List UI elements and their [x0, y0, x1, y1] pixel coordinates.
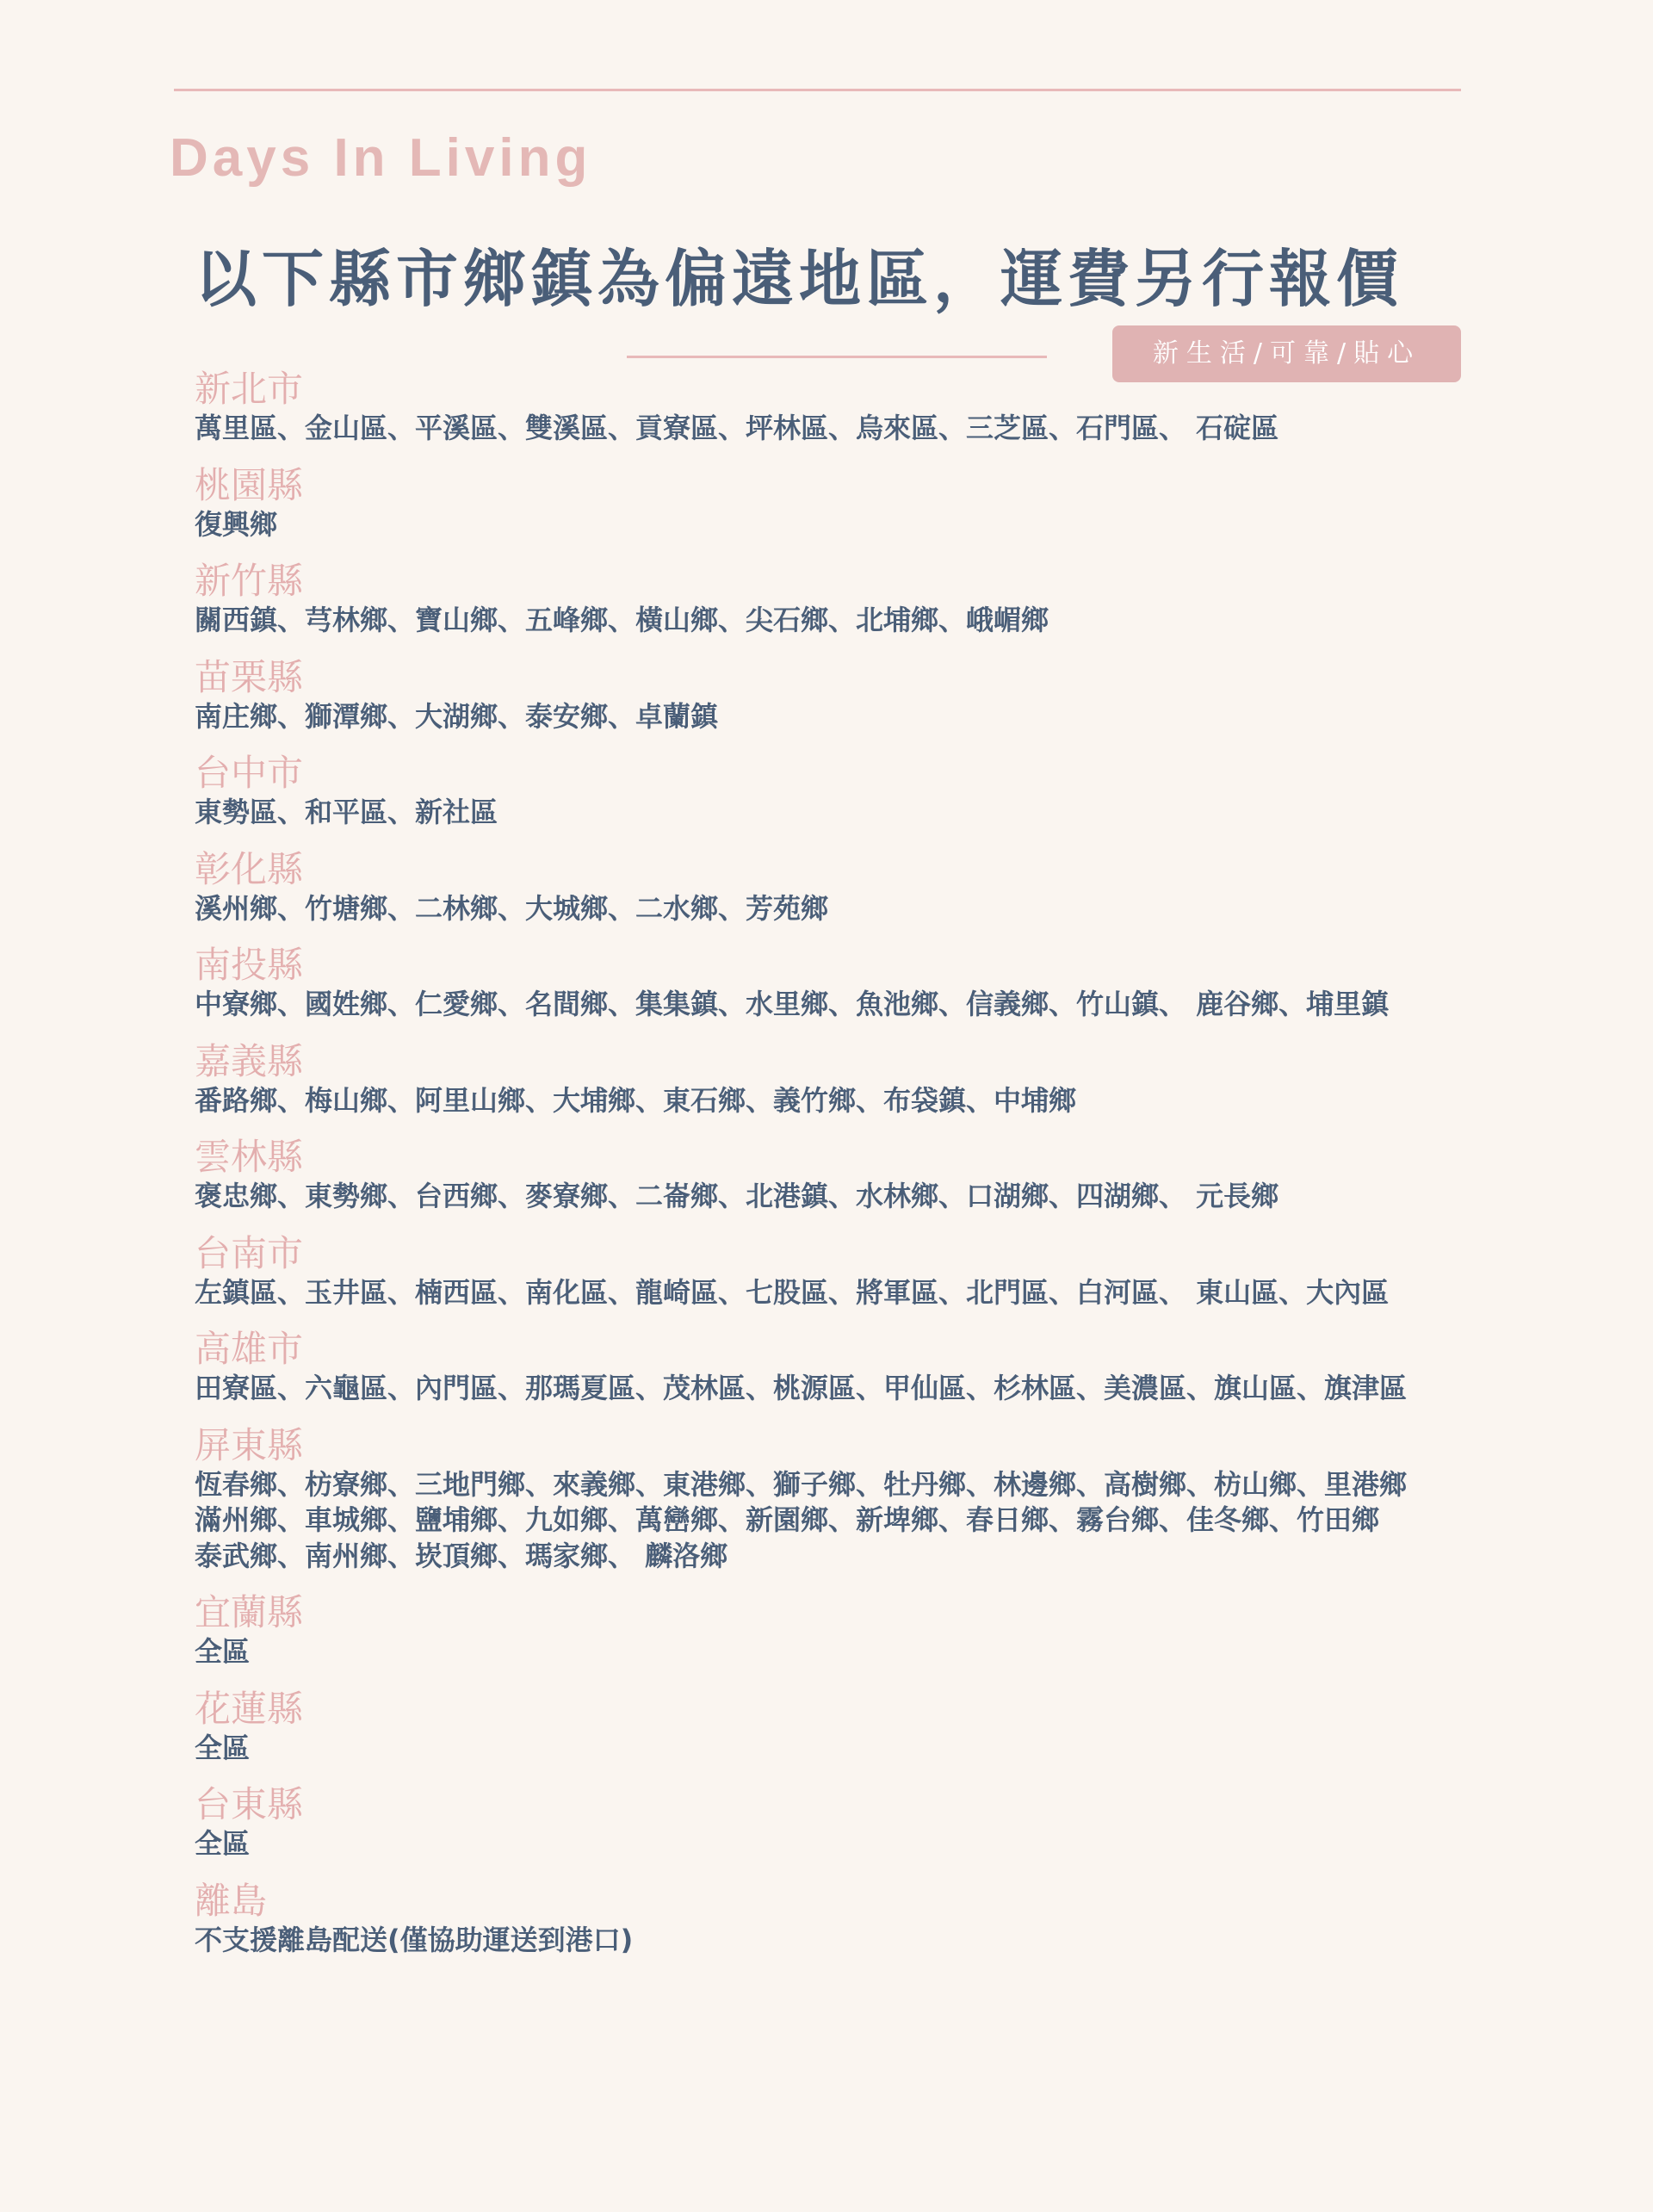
region-item	[195, 752, 1538, 831]
county-name: 高雄市	[195, 1328, 304, 1370]
region-item	[195, 1880, 1538, 1959]
region-item	[195, 1688, 1538, 1767]
region-item	[195, 464, 1538, 543]
county-name: 南投縣	[195, 944, 304, 986]
county-name: 彰化縣	[195, 847, 304, 890]
area-list: 不支援離島配送(僅協助運送到港口)	[195, 1923, 634, 1956]
tagline-badge: 新生活/可靠/貼心	[1112, 325, 1461, 382]
county-name: 離島	[195, 1879, 268, 1922]
county-name: 桃園縣	[195, 463, 304, 506]
region-item	[195, 1136, 1538, 1215]
county-name: 嘉義縣	[195, 1039, 304, 1082]
region-item	[195, 656, 1538, 735]
area-list: 左鎮區、玉井區、楠西區、南化區、龍崎區、七股區、將軍區、北門區、白河區、 東山區、大內區	[195, 1275, 1390, 1309]
county-name: 屏東縣	[195, 1423, 304, 1466]
region-item	[195, 1328, 1538, 1407]
top-divider	[174, 89, 1461, 91]
county-name: 台南市	[195, 1231, 304, 1274]
county-name: 花蓮縣	[195, 1687, 304, 1730]
county-name: 雲林縣	[195, 1136, 304, 1178]
region-item	[195, 1040, 1538, 1119]
area-list: 復興鄉	[195, 507, 278, 541]
area-list: 全區	[195, 1827, 251, 1860]
region-item	[195, 1591, 1538, 1670]
region-item	[195, 1424, 1538, 1575]
region-item	[195, 1783, 1538, 1862]
county-name: 台東縣	[195, 1783, 304, 1825]
area-list: 全區	[195, 1731, 251, 1764]
page-title: 以下縣市鄉鎮為偏遠地區，運費另行報價	[195, 243, 1404, 315]
region-item	[195, 944, 1538, 1023]
area-list: 南庄鄉、獅潭鄉、大湖鄉、泰安鄉、卓蘭鎮	[195, 699, 719, 733]
county-name: 台中市	[195, 752, 304, 794]
area-list: 全區	[195, 1635, 251, 1668]
area-list: 東勢區、和平區、新社區	[195, 796, 498, 828]
area-list: 恆春鄉、枋寮鄉、三地門鄉、來義鄉、東港鄉、獅子鄉、牡丹鄉、林邊鄉、高樹鄉、枋山鄉、里港鄉 滿州鄉、車城鄉、鹽埔鄉、九如鄉、萬巒鄉、新園鄉、新埤鄉、春日鄉、霧台鄉、佳冬鄉、竹田鄉 泰武鄉、南州鄉、崁頂鄉、瑪家鄉、 麟洛鄉	[195, 1467, 1408, 1572]
region-list	[195, 368, 1538, 1975]
title-divider	[627, 356, 1047, 358]
brand-name: Days In Living	[170, 128, 592, 188]
region-item	[195, 368, 1538, 447]
area-list: 關西鎮、芎林鄉、寶山鄉、五峰鄉、橫山鄉、尖石鄉、北埔鄉、峨嵋鄉	[195, 604, 1049, 636]
area-list: 溪州鄉、竹塘鄉、二林鄉、大城鄉、二水鄉、芳苑鄉	[195, 891, 829, 925]
county-name: 新北市	[195, 368, 304, 410]
area-list: 萬里區、金山區、平溪區、雙溪區、貢寮區、坪林區、烏來區、三芝區、石門區、 石碇區	[195, 412, 1279, 444]
region-item	[195, 560, 1538, 639]
county-name: 苗栗縣	[195, 655, 304, 698]
region-item	[195, 848, 1538, 927]
region-item	[195, 1232, 1538, 1311]
area-list: 番路鄉、梅山鄉、阿里山鄉、大埔鄉、東石鄉、義竹鄉、布袋鎮、中埔鄉	[195, 1083, 1077, 1117]
area-list: 田寮區、六龜區、內門區、那瑪夏區、茂林區、桃源區、甲仙區、杉林區、美濃區、旗山區、旗津區	[195, 1372, 1408, 1404]
county-name: 新竹縣	[195, 560, 304, 602]
area-list: 褒忠鄉、東勢鄉、台西鄉、麥寮鄉、二崙鄉、北港鎮、水林鄉、口湖鄉、四湖鄉、 元長鄉	[195, 1180, 1279, 1212]
county-name: 宜蘭縣	[195, 1591, 304, 1633]
area-list: 中寮鄉、國姓鄉、仁愛鄉、名間鄉、集集鎮、水里鄉、魚池鄉、信義鄉、竹山鎮、 鹿谷鄉、埔里鎮	[195, 988, 1390, 1020]
